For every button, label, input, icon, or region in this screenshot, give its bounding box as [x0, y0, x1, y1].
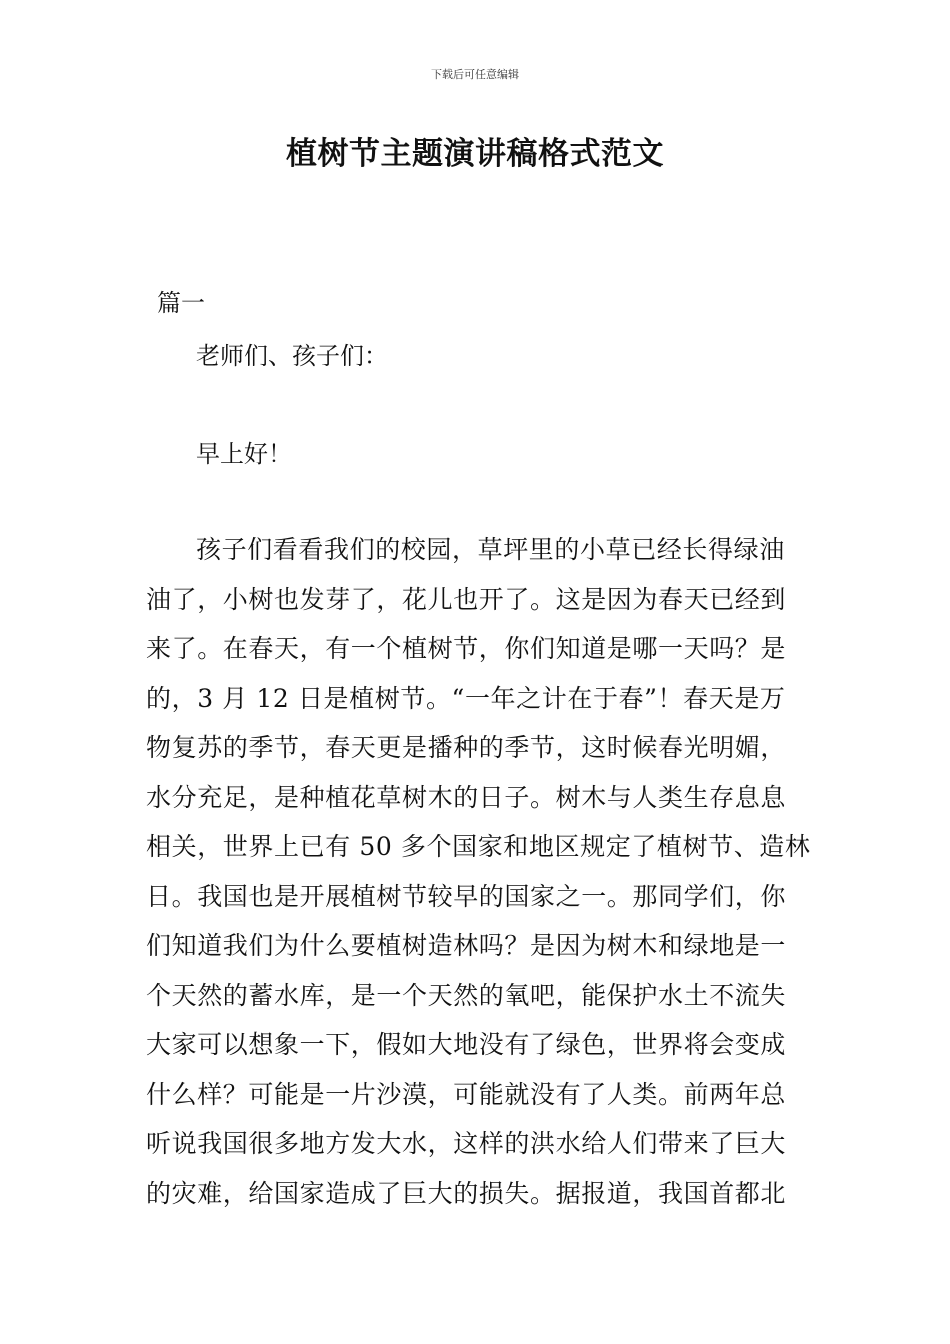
body-paragraph [146, 530, 816, 1223]
body-line: 相关，世界上已有 50 多个国家和地区规定了植树节、造林 [146, 832, 811, 861]
body-line: 日。我国也是开展植树节较早的国家之一。那同学们，你 [146, 881, 787, 911]
body-line: 孩子们看看我们的校园，草坪里的小草已经长得绿油 [196, 535, 785, 564]
body-line: 个天然的蓄水库，是一个天然的氧吧，能保护水土不流失 [146, 980, 787, 1010]
body-line: 什么样？可能是一片沙漠，可能就没有了人类。前两年总 [146, 1079, 787, 1109]
body-line: 油了，小树也发芽了，花儿也开了。这是因为春天已经到 [146, 584, 787, 614]
body-line: 大家可以想象一下，假如大地没有了绿色，世界将会变成 [146, 1030, 787, 1059]
body-line: 听说我国很多地方发大水，这样的洪水给人们带来了巨大 [146, 1129, 787, 1158]
body-line: 的，3 月 12 日是植树节。“一年之计在于春”！春天是万 [146, 683, 786, 713]
greeting: 早上好！ [196, 440, 292, 468]
body-line: 的灾难，给国家造成了巨大的损失。据报道，我国首都北 [146, 1178, 787, 1208]
section-label: 篇一 [157, 289, 205, 317]
body-line: 水分充足，是种植花草树木的日子。树木与人类生存息息 [146, 782, 787, 812]
header-note: 下载后可任意编辑 [431, 68, 519, 81]
body-line: 物复苏的季节，春天更是播种的季节，这时候春光明媚， [146, 733, 787, 762]
document-title: 植树节主题演讲稿格式范文 [286, 136, 664, 172]
body-line: 来了。在春天，有一个植树节，你们知道是哪一天吗？是 [146, 634, 787, 663]
salutation: 老师们、孩子们： [196, 342, 388, 370]
body-line: 们知道我们为什么要植树造林吗？是因为树木和绿地是一 [146, 931, 787, 960]
